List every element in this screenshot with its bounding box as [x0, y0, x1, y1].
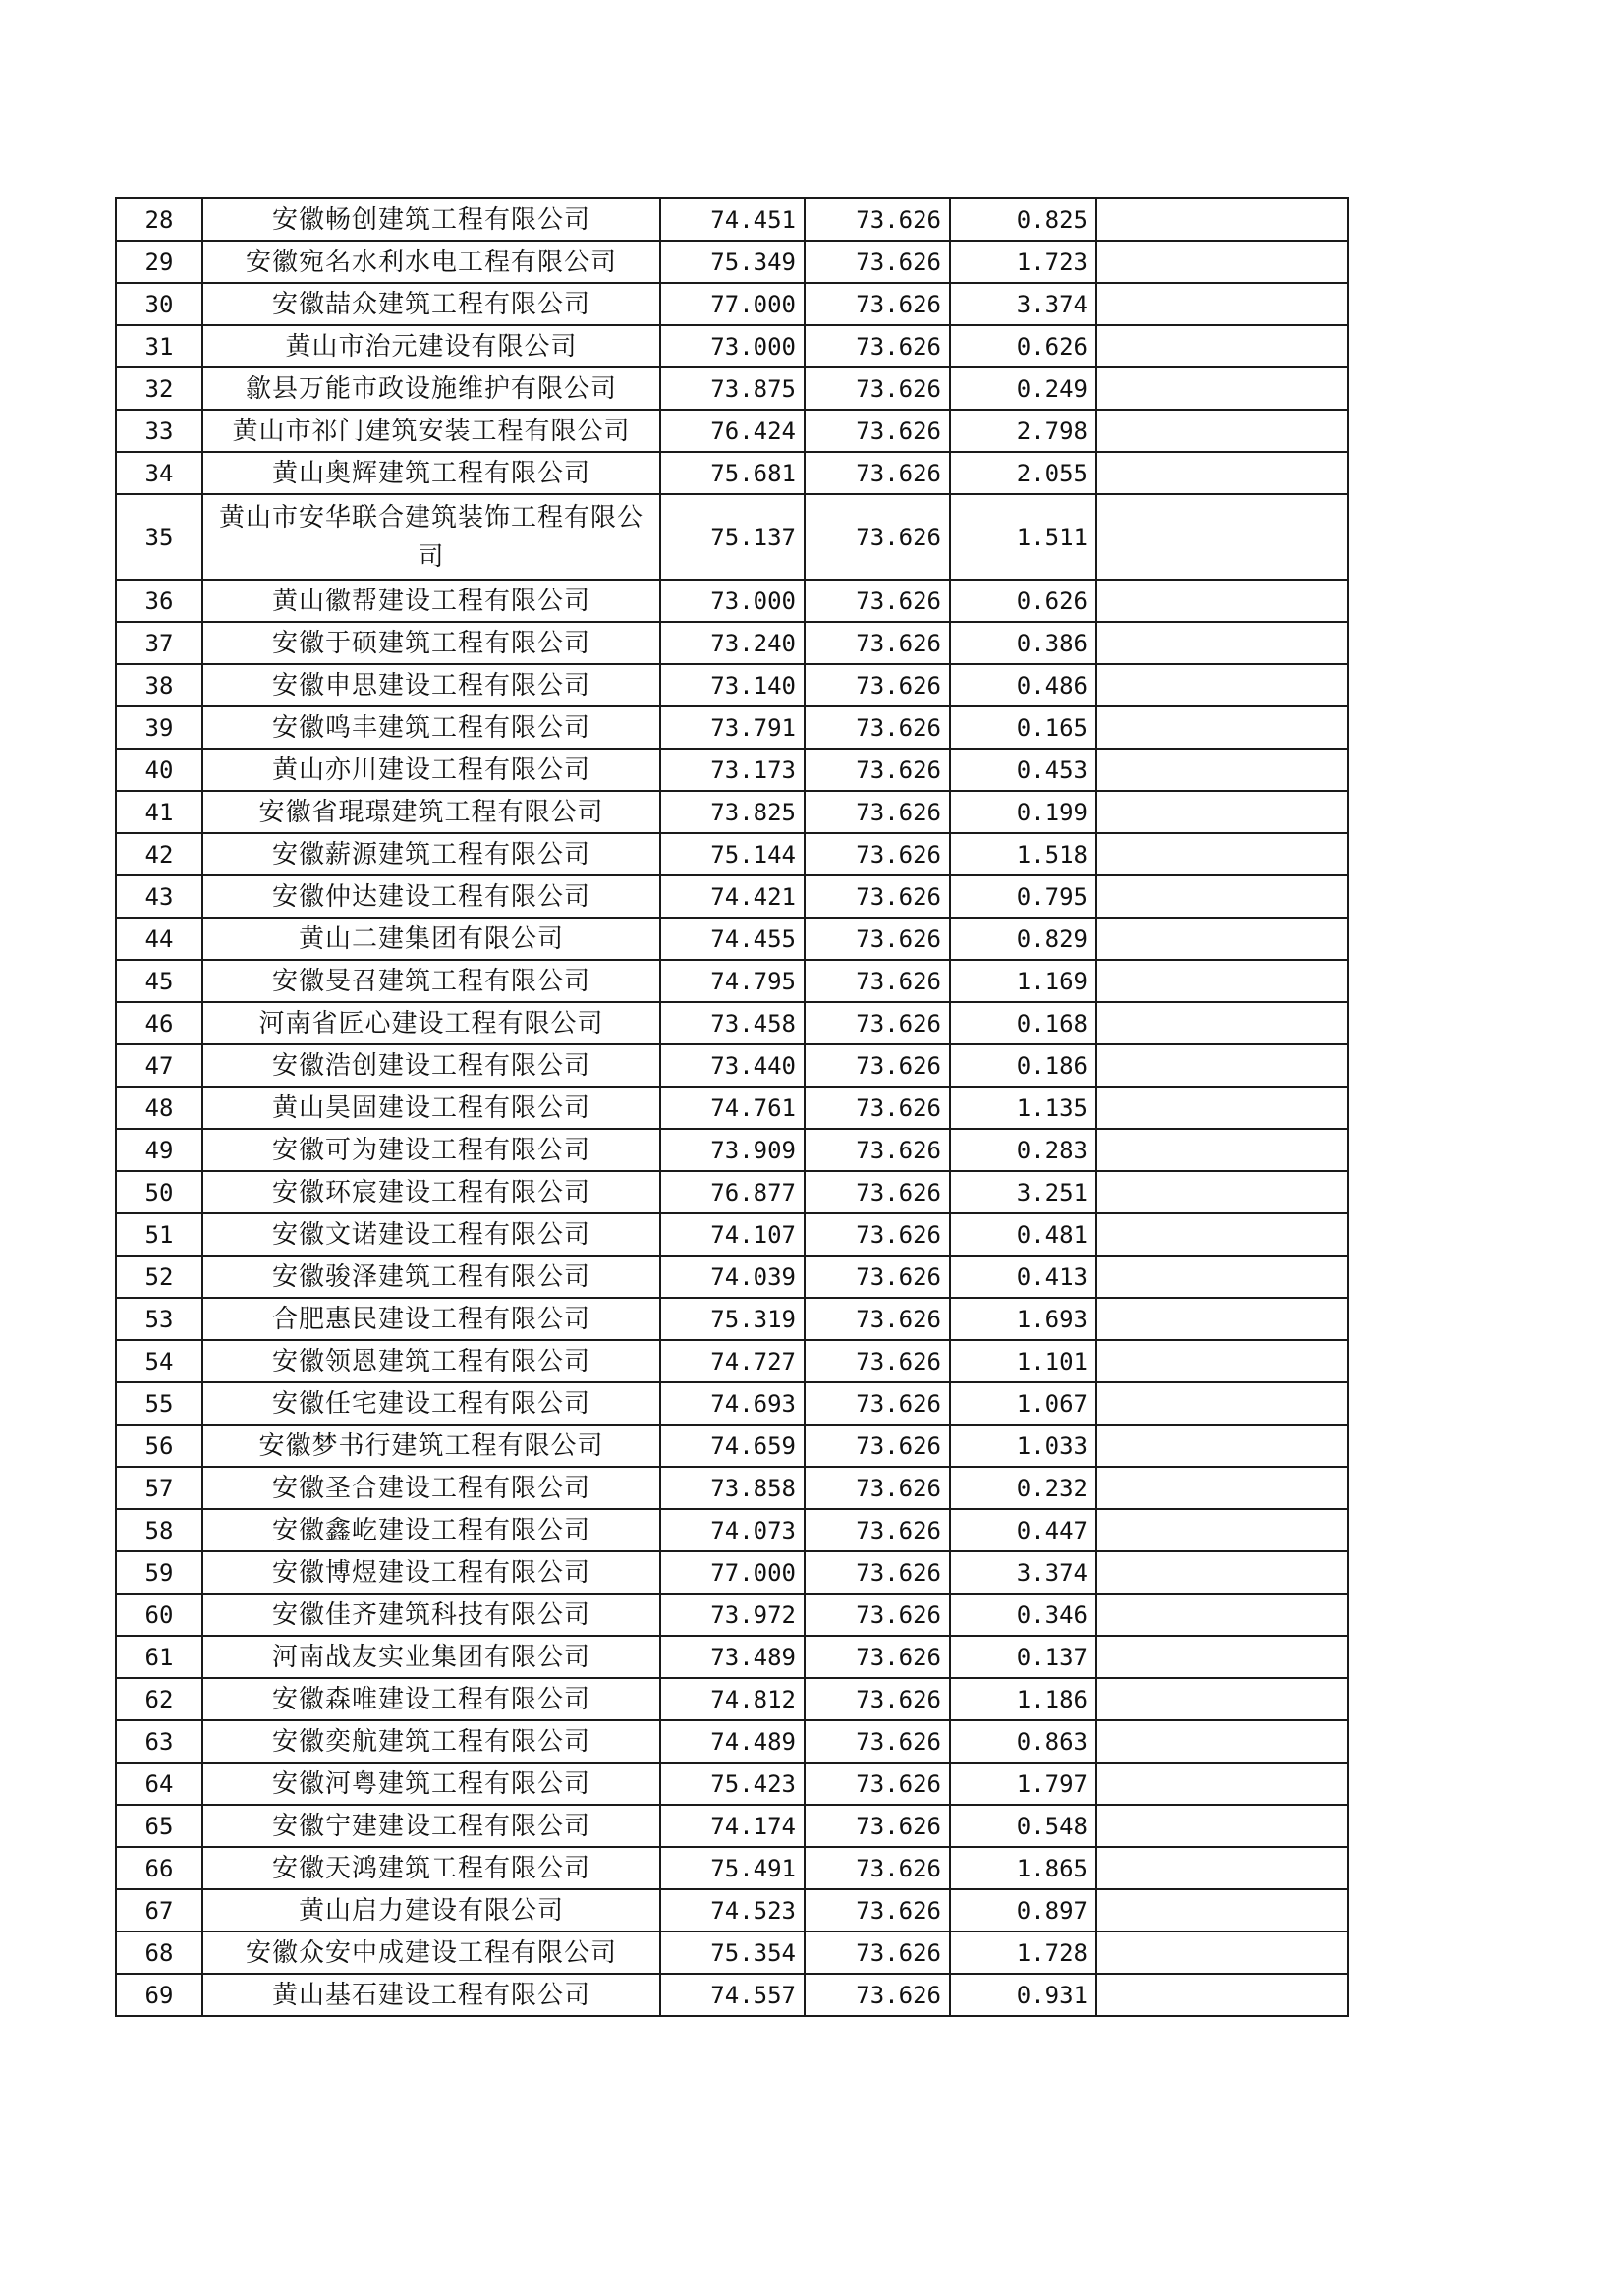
deviation-cell: 0.249	[950, 367, 1096, 410]
company-name-cell: 安徽鑫屹建设工程有限公司	[202, 1509, 660, 1551]
remark-cell	[1096, 875, 1348, 918]
company-name-cell: 安徽博煜建设工程有限公司	[202, 1551, 660, 1594]
benchmark-score-cell: 73.626	[805, 1467, 950, 1509]
remark-cell	[1096, 452, 1348, 494]
company-name-cell: 安徽梦书行建筑工程有限公司	[202, 1425, 660, 1467]
row-number-cell: 34	[116, 452, 202, 494]
row-number-cell: 69	[116, 1974, 202, 2016]
table-row	[116, 1467, 1348, 1509]
benchmark-score-cell: 73.626	[805, 622, 950, 664]
remark-cell	[1096, 1974, 1348, 2016]
row-number-cell: 33	[116, 410, 202, 452]
score-cell: 76.424	[660, 410, 805, 452]
table-row	[116, 875, 1348, 918]
score-cell: 77.000	[660, 1551, 805, 1594]
table-row	[116, 410, 1348, 452]
score-cell: 75.491	[660, 1847, 805, 1889]
remark-cell	[1096, 283, 1348, 325]
remark-cell	[1096, 622, 1348, 664]
score-cell: 73.875	[660, 367, 805, 410]
table-row	[116, 706, 1348, 749]
row-number-cell: 57	[116, 1467, 202, 1509]
row-number-cell: 43	[116, 875, 202, 918]
company-name-cell: 安徽奕航建筑工程有限公司	[202, 1720, 660, 1763]
row-number-cell: 35	[116, 494, 202, 580]
table-row	[116, 198, 1348, 241]
remark-cell	[1096, 833, 1348, 875]
company-name-cell: 安徽圣合建设工程有限公司	[202, 1467, 660, 1509]
table-row	[116, 1171, 1348, 1213]
score-cell: 74.523	[660, 1889, 805, 1932]
row-number-cell: 60	[116, 1594, 202, 1636]
table-row	[116, 833, 1348, 875]
deviation-cell: 0.931	[950, 1974, 1096, 2016]
table-row	[116, 1974, 1348, 2016]
score-cell: 74.451	[660, 198, 805, 241]
remark-cell	[1096, 580, 1348, 622]
benchmark-score-cell: 73.626	[805, 1382, 950, 1425]
benchmark-score-cell: 73.626	[805, 1087, 950, 1129]
table-row	[116, 1678, 1348, 1720]
table-row	[116, 241, 1348, 283]
deviation-cell: 0.232	[950, 1467, 1096, 1509]
benchmark-score-cell: 73.626	[805, 1551, 950, 1594]
row-number-cell: 30	[116, 283, 202, 325]
deviation-cell: 0.481	[950, 1213, 1096, 1256]
benchmark-score-cell: 73.626	[805, 1002, 950, 1044]
table-row	[116, 1256, 1348, 1298]
row-number-cell: 49	[116, 1129, 202, 1171]
company-name-cell: 安徽喆众建筑工程有限公司	[202, 283, 660, 325]
deviation-cell: 0.897	[950, 1889, 1096, 1932]
remark-cell	[1096, 1171, 1348, 1213]
score-cell: 75.681	[660, 452, 805, 494]
company-name-cell: 安徽河粤建筑工程有限公司	[202, 1763, 660, 1805]
company-name-cell: 安徽薪源建筑工程有限公司	[202, 833, 660, 875]
remark-cell	[1096, 1763, 1348, 1805]
deviation-cell: 1.518	[950, 833, 1096, 875]
table-row	[116, 494, 1348, 580]
score-cell: 75.137	[660, 494, 805, 580]
company-name-cell: 安徽骏泽建筑工程有限公司	[202, 1256, 660, 1298]
deviation-cell: 1.135	[950, 1087, 1096, 1129]
table-row	[116, 1847, 1348, 1889]
row-number-cell: 48	[116, 1087, 202, 1129]
table-row	[116, 1129, 1348, 1171]
deviation-cell: 0.548	[950, 1805, 1096, 1847]
row-number-cell: 63	[116, 1720, 202, 1763]
row-number-cell: 67	[116, 1889, 202, 1932]
table-row	[116, 749, 1348, 791]
score-cell: 75.423	[660, 1763, 805, 1805]
row-number-cell: 37	[116, 622, 202, 664]
score-cell: 77.000	[660, 283, 805, 325]
table-row	[116, 791, 1348, 833]
remark-cell	[1096, 1213, 1348, 1256]
score-cell: 74.693	[660, 1382, 805, 1425]
company-name-cell: 黄山基石建设工程有限公司	[202, 1974, 660, 2016]
company-name-cell: 安徽森唯建设工程有限公司	[202, 1678, 660, 1720]
deviation-cell: 0.137	[950, 1636, 1096, 1678]
company-name-cell: 歙县万能市政设施维护有限公司	[202, 367, 660, 410]
score-cell: 74.107	[660, 1213, 805, 1256]
remark-cell	[1096, 367, 1348, 410]
company-name-cell: 安徽众安中成建设工程有限公司	[202, 1932, 660, 1974]
table-row	[116, 1889, 1348, 1932]
remark-cell	[1096, 1932, 1348, 1974]
company-name-cell: 黄山市祁门建筑安装工程有限公司	[202, 410, 660, 452]
benchmark-score-cell: 73.626	[805, 1129, 950, 1171]
row-number-cell: 51	[116, 1213, 202, 1256]
row-number-cell: 45	[116, 960, 202, 1002]
remark-cell	[1096, 198, 1348, 241]
company-name-cell: 黄山启力建设有限公司	[202, 1889, 660, 1932]
company-name-cell: 安徽领恩建筑工程有限公司	[202, 1340, 660, 1382]
row-number-cell: 58	[116, 1509, 202, 1551]
remark-cell	[1096, 664, 1348, 706]
deviation-cell: 1.693	[950, 1298, 1096, 1340]
remark-cell	[1096, 1467, 1348, 1509]
table-row	[116, 1636, 1348, 1678]
remark-cell	[1096, 1129, 1348, 1171]
company-name-cell: 合肥惠民建设工程有限公司	[202, 1298, 660, 1340]
table-row	[116, 1087, 1348, 1129]
score-cell: 74.812	[660, 1678, 805, 1720]
deviation-cell: 0.626	[950, 325, 1096, 367]
remark-cell	[1096, 325, 1348, 367]
remark-cell	[1096, 1678, 1348, 1720]
deviation-cell: 0.829	[950, 918, 1096, 960]
benchmark-score-cell: 73.626	[805, 1720, 950, 1763]
company-name-cell: 安徽佳齐建筑科技有限公司	[202, 1594, 660, 1636]
benchmark-score-cell: 73.626	[805, 1636, 950, 1678]
deviation-cell: 0.346	[950, 1594, 1096, 1636]
company-name-cell: 河南省匠心建设工程有限公司	[202, 1002, 660, 1044]
benchmark-score-cell: 73.626	[805, 1847, 950, 1889]
benchmark-score-cell: 73.626	[805, 1256, 950, 1298]
remark-cell	[1096, 706, 1348, 749]
remark-cell	[1096, 1256, 1348, 1298]
table-row	[116, 1932, 1348, 1974]
benchmark-score-cell: 73.626	[805, 283, 950, 325]
benchmark-score-cell: 73.626	[805, 706, 950, 749]
benchmark-score-cell: 73.626	[805, 1340, 950, 1382]
deviation-cell: 0.626	[950, 580, 1096, 622]
remark-cell	[1096, 1087, 1348, 1129]
table-row	[116, 283, 1348, 325]
row-number-cell: 68	[116, 1932, 202, 1974]
benchmark-score-cell: 73.626	[805, 1678, 950, 1720]
score-cell: 75.354	[660, 1932, 805, 1974]
company-name-cell: 黄山徽帮建设工程有限公司	[202, 580, 660, 622]
row-number-cell: 29	[116, 241, 202, 283]
score-table-page	[115, 197, 1349, 2017]
score-cell: 74.073	[660, 1509, 805, 1551]
score-cell: 73.489	[660, 1636, 805, 1678]
score-cell: 73.173	[660, 749, 805, 791]
benchmark-score-cell: 73.626	[805, 918, 950, 960]
company-name-cell: 安徽宁建建设工程有限公司	[202, 1805, 660, 1847]
row-number-cell: 36	[116, 580, 202, 622]
score-cell: 73.140	[660, 664, 805, 706]
deviation-cell: 0.186	[950, 1044, 1096, 1087]
benchmark-score-cell: 73.626	[805, 960, 950, 1002]
company-name-cell: 黄山亦川建设工程有限公司	[202, 749, 660, 791]
benchmark-score-cell: 73.626	[805, 580, 950, 622]
row-number-cell: 50	[116, 1171, 202, 1213]
company-name-cell: 安徽于硕建筑工程有限公司	[202, 622, 660, 664]
deviation-cell: 0.199	[950, 791, 1096, 833]
remark-cell	[1096, 918, 1348, 960]
table-row	[116, 1340, 1348, 1382]
score-cell: 74.174	[660, 1805, 805, 1847]
benchmark-score-cell: 73.626	[805, 833, 950, 875]
deviation-cell: 3.251	[950, 1171, 1096, 1213]
benchmark-score-cell: 73.626	[805, 1298, 950, 1340]
remark-cell	[1096, 1425, 1348, 1467]
row-number-cell: 62	[116, 1678, 202, 1720]
table-row	[116, 1425, 1348, 1467]
company-name-cell: 安徽省琨璟建筑工程有限公司	[202, 791, 660, 833]
score-cell: 73.909	[660, 1129, 805, 1171]
company-name-cell: 安徽浩创建设工程有限公司	[202, 1044, 660, 1087]
table-row	[116, 622, 1348, 664]
row-number-cell: 41	[116, 791, 202, 833]
table-row	[116, 1551, 1348, 1594]
score-cell: 74.557	[660, 1974, 805, 2016]
company-name-cell: 安徽宛名水利水电工程有限公司	[202, 241, 660, 283]
score-cell: 73.440	[660, 1044, 805, 1087]
score-table	[115, 197, 1349, 2017]
row-number-cell: 32	[116, 367, 202, 410]
deviation-cell: 1.033	[950, 1425, 1096, 1467]
benchmark-score-cell: 73.626	[805, 452, 950, 494]
benchmark-score-cell: 73.626	[805, 1509, 950, 1551]
remark-cell	[1096, 1298, 1348, 1340]
score-cell: 73.458	[660, 1002, 805, 1044]
company-name-cell: 安徽任宅建设工程有限公司	[202, 1382, 660, 1425]
deviation-cell: 1.865	[950, 1847, 1096, 1889]
table-row	[116, 1213, 1348, 1256]
company-name-cell: 安徽文诺建设工程有限公司	[202, 1213, 660, 1256]
row-number-cell: 28	[116, 198, 202, 241]
table-row	[116, 1002, 1348, 1044]
table-row	[116, 1805, 1348, 1847]
remark-cell	[1096, 1509, 1348, 1551]
row-number-cell: 55	[116, 1382, 202, 1425]
benchmark-score-cell: 73.626	[805, 1171, 950, 1213]
remark-cell	[1096, 1847, 1348, 1889]
score-cell: 73.000	[660, 580, 805, 622]
table-row	[116, 1509, 1348, 1551]
table-row	[116, 918, 1348, 960]
remark-cell	[1096, 1551, 1348, 1594]
benchmark-score-cell: 73.626	[805, 494, 950, 580]
score-cell: 73.858	[660, 1467, 805, 1509]
remark-cell	[1096, 410, 1348, 452]
benchmark-score-cell: 73.626	[805, 749, 950, 791]
remark-cell	[1096, 749, 1348, 791]
remark-cell	[1096, 1805, 1348, 1847]
row-number-cell: 38	[116, 664, 202, 706]
deviation-cell: 3.374	[950, 1551, 1096, 1594]
company-name-cell: 黄山奥辉建筑工程有限公司	[202, 452, 660, 494]
benchmark-score-cell: 73.626	[805, 325, 950, 367]
table-row	[116, 1382, 1348, 1425]
table-row	[116, 1044, 1348, 1087]
deviation-cell: 0.386	[950, 622, 1096, 664]
table-row	[116, 325, 1348, 367]
deviation-cell: 1.186	[950, 1678, 1096, 1720]
score-cell: 74.489	[660, 1720, 805, 1763]
score-cell: 73.972	[660, 1594, 805, 1636]
deviation-cell: 0.795	[950, 875, 1096, 918]
table-row	[116, 1720, 1348, 1763]
benchmark-score-cell: 73.626	[805, 875, 950, 918]
row-number-cell: 53	[116, 1298, 202, 1340]
row-number-cell: 54	[116, 1340, 202, 1382]
company-name-cell: 安徽畅创建筑工程有限公司	[202, 198, 660, 241]
company-name-cell: 黄山市安华联合建筑装饰工程有限公司	[202, 494, 660, 580]
company-name-cell: 黄山昊固建设工程有限公司	[202, 1087, 660, 1129]
deviation-cell: 1.067	[950, 1382, 1096, 1425]
row-number-cell: 65	[116, 1805, 202, 1847]
row-number-cell: 47	[116, 1044, 202, 1087]
benchmark-score-cell: 73.626	[805, 1974, 950, 2016]
remark-cell	[1096, 1002, 1348, 1044]
score-cell: 74.727	[660, 1340, 805, 1382]
score-cell: 73.000	[660, 325, 805, 367]
score-cell: 74.761	[660, 1087, 805, 1129]
deviation-cell: 1.169	[950, 960, 1096, 1002]
score-cell: 75.349	[660, 241, 805, 283]
remark-cell	[1096, 1044, 1348, 1087]
deviation-cell: 2.055	[950, 452, 1096, 494]
row-number-cell: 59	[116, 1551, 202, 1594]
benchmark-score-cell: 73.626	[805, 1763, 950, 1805]
benchmark-score-cell: 73.626	[805, 1889, 950, 1932]
table-row	[116, 1298, 1348, 1340]
score-table-body	[116, 198, 1348, 2016]
deviation-cell: 0.453	[950, 749, 1096, 791]
table-row	[116, 664, 1348, 706]
score-cell: 73.240	[660, 622, 805, 664]
score-cell: 74.421	[660, 875, 805, 918]
benchmark-score-cell: 73.626	[805, 1594, 950, 1636]
remark-cell	[1096, 1594, 1348, 1636]
deviation-cell: 1.723	[950, 241, 1096, 283]
deviation-cell: 0.486	[950, 664, 1096, 706]
benchmark-score-cell: 73.626	[805, 410, 950, 452]
deviation-cell: 0.168	[950, 1002, 1096, 1044]
company-name-cell: 安徽鸣丰建筑工程有限公司	[202, 706, 660, 749]
score-cell: 74.659	[660, 1425, 805, 1467]
score-cell: 75.144	[660, 833, 805, 875]
company-name-cell: 黄山市治元建设有限公司	[202, 325, 660, 367]
benchmark-score-cell: 73.626	[805, 1213, 950, 1256]
company-name-cell: 黄山二建集团有限公司	[202, 918, 660, 960]
remark-cell	[1096, 241, 1348, 283]
score-cell: 74.455	[660, 918, 805, 960]
remark-cell	[1096, 1382, 1348, 1425]
company-name-cell: 安徽旻召建筑工程有限公司	[202, 960, 660, 1002]
deviation-cell: 1.728	[950, 1932, 1096, 1974]
row-number-cell: 56	[116, 1425, 202, 1467]
table-row	[116, 1763, 1348, 1805]
benchmark-score-cell: 73.626	[805, 1425, 950, 1467]
benchmark-score-cell: 73.626	[805, 367, 950, 410]
company-name-cell: 安徽天鸿建筑工程有限公司	[202, 1847, 660, 1889]
deviation-cell: 0.165	[950, 706, 1096, 749]
remark-cell	[1096, 1889, 1348, 1932]
company-name-cell: 安徽环宸建设工程有限公司	[202, 1171, 660, 1213]
remark-cell	[1096, 1340, 1348, 1382]
score-cell: 73.825	[660, 791, 805, 833]
remark-cell	[1096, 1636, 1348, 1678]
row-number-cell: 31	[116, 325, 202, 367]
row-number-cell: 64	[116, 1763, 202, 1805]
deviation-cell: 2.798	[950, 410, 1096, 452]
row-number-cell: 42	[116, 833, 202, 875]
deviation-cell: 1.797	[950, 1763, 1096, 1805]
deviation-cell: 0.447	[950, 1509, 1096, 1551]
remark-cell	[1096, 494, 1348, 580]
deviation-cell: 1.101	[950, 1340, 1096, 1382]
row-number-cell: 40	[116, 749, 202, 791]
deviation-cell: 0.283	[950, 1129, 1096, 1171]
company-name-cell: 河南战友实业集团有限公司	[202, 1636, 660, 1678]
benchmark-score-cell: 73.626	[805, 198, 950, 241]
remark-cell	[1096, 1720, 1348, 1763]
table-row	[116, 960, 1348, 1002]
row-number-cell: 39	[116, 706, 202, 749]
benchmark-score-cell: 73.626	[805, 1044, 950, 1087]
remark-cell	[1096, 960, 1348, 1002]
row-number-cell: 66	[116, 1847, 202, 1889]
benchmark-score-cell: 73.626	[805, 791, 950, 833]
company-name-cell: 安徽可为建设工程有限公司	[202, 1129, 660, 1171]
benchmark-score-cell: 73.626	[805, 241, 950, 283]
row-number-cell: 52	[116, 1256, 202, 1298]
row-number-cell: 44	[116, 918, 202, 960]
score-cell: 74.039	[660, 1256, 805, 1298]
benchmark-score-cell: 73.626	[805, 1932, 950, 1974]
row-number-cell: 46	[116, 1002, 202, 1044]
table-row	[116, 367, 1348, 410]
table-row	[116, 580, 1348, 622]
company-name-cell: 安徽仲达建设工程有限公司	[202, 875, 660, 918]
company-name-cell: 安徽申思建设工程有限公司	[202, 664, 660, 706]
deviation-cell: 3.374	[950, 283, 1096, 325]
score-cell: 76.877	[660, 1171, 805, 1213]
deviation-cell: 0.413	[950, 1256, 1096, 1298]
row-number-cell: 61	[116, 1636, 202, 1678]
table-row	[116, 1594, 1348, 1636]
benchmark-score-cell: 73.626	[805, 1805, 950, 1847]
score-cell: 73.791	[660, 706, 805, 749]
benchmark-score-cell: 73.626	[805, 664, 950, 706]
table-row	[116, 452, 1348, 494]
deviation-cell: 0.825	[950, 198, 1096, 241]
score-cell: 74.795	[660, 960, 805, 1002]
deviation-cell: 1.511	[950, 494, 1096, 580]
score-cell: 75.319	[660, 1298, 805, 1340]
deviation-cell: 0.863	[950, 1720, 1096, 1763]
remark-cell	[1096, 791, 1348, 833]
